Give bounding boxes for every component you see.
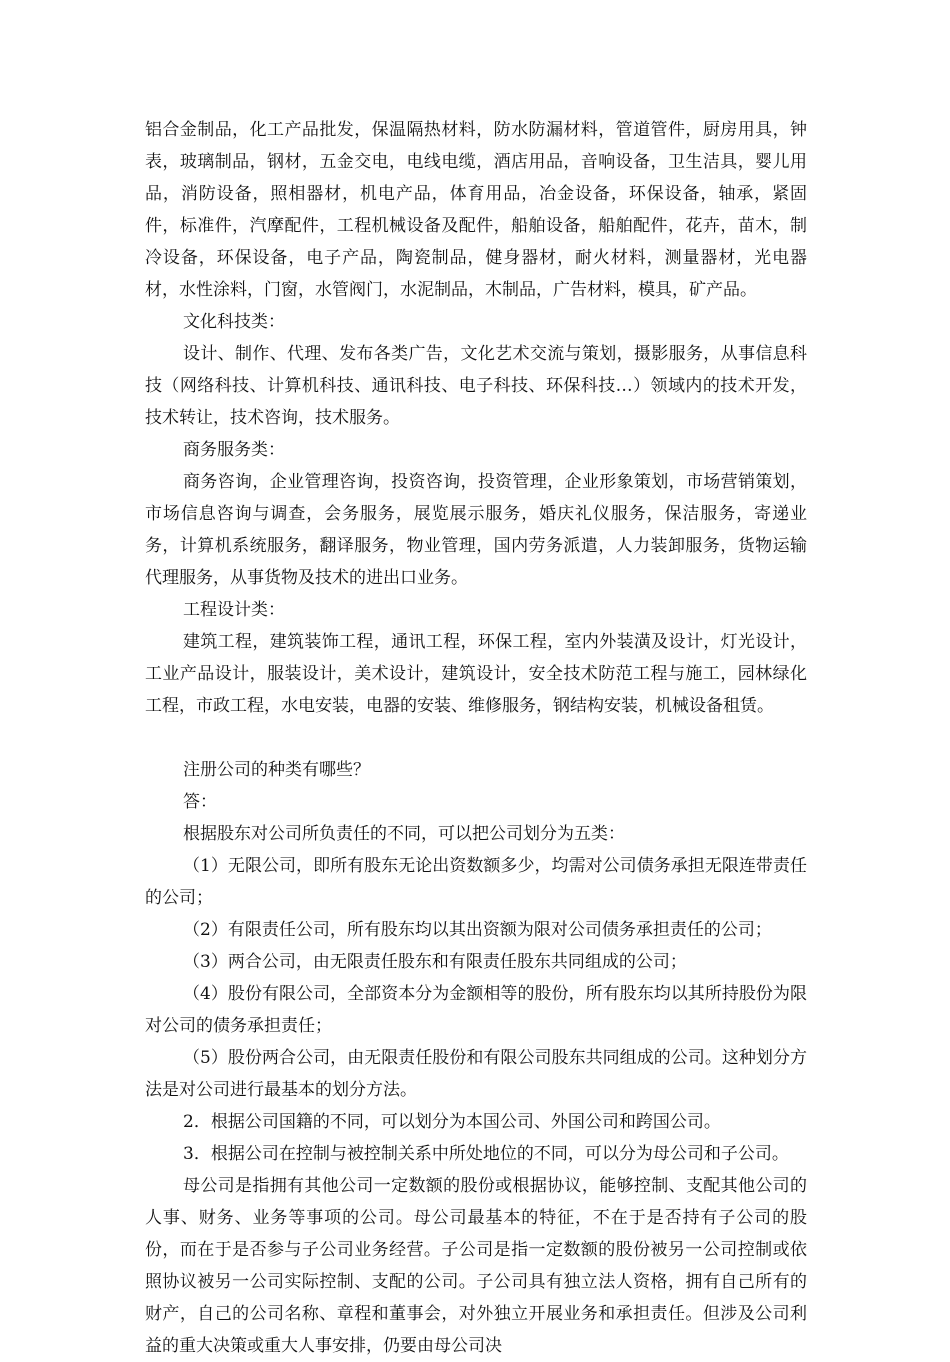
answer-label: 答：	[183, 792, 217, 812]
product-list-paragraph: 铝合金制品，化工产品批发，保温隔热材料，防水防漏材料，管道管件，厨房用具，钟表，玻璃制品，钢材，五金交电，电线电缆，酒店用品，音响设备，卫生洁具，婴儿用品，消防设备，照相器材，机电产品，体育用品，冶金设备，环保设备，轴承，紧固件，标准件，汽摩配件，工程机械设备及配件，船舶设备，船舶配件，花卉，苗木，制冷设备，环保设备，电子产品，陶瓷制品，健身器材，耐火材料，测量器材，光电器材，水性涂料，门窗，水管阀门，水泥制品，木制品，广告材料，模具，矿产品。	[145, 120, 807, 300]
blank-line	[145, 722, 807, 754]
classification-intro: 根据股东对公司所负责任的不同，可以把公司划分为五类：	[183, 824, 625, 844]
business-service-paragraph: 商务咨询，企业管理咨询，投资咨询，投资管理，企业形象策划，市场营销策划，市场信息咨询与调查，会务服务，展览展示服务，婚庆礼仪服务，保洁服务，寄递业务，计算机系统服务，翻译服务，物业管理，国内劳务派遣，人力装卸服务，货物运输代理服务，从事货物及技术的进出口业务。	[145, 472, 807, 588]
business-service-heading: 商务服务类：	[183, 440, 285, 460]
list-item-partnership-company: （3）两合公司，由无限责任股东和有限责任股东共同组成的公司；	[183, 952, 687, 972]
engineering-design-heading: 工程设计类：	[183, 600, 285, 620]
list-item-joint-stock-company: （4）股份有限公司，全部资本分为金额相等的股份，所有股东均以其所持股份为限对公司的债务承担责任；	[145, 984, 807, 1036]
culture-tech-paragraph: 设计、制作、代理、发布各类广告，文化艺术交流与策划，摄影服务，从事信息科技（网络科技、计算机科技、通讯科技、电子科技、环保科技…）领域内的技术开发，技术转让，技术咨询，技术服务。	[145, 344, 807, 428]
parent-subsidiary-paragraph: 母公司是指拥有其他公司一定数额的股份或根据协议，能够控制、支配其他公司的人事、财务、业务等事项的公司。母公司最基本的特征，不在于是否持有子公司的股份，而在于是否参与子公司业务经营。子公司是指一定数额的股份被另一公司控制或依照协议被另一公司实际控制、支配的公司。子公司具有独立法人资格，拥有自己所有的财产，自己的公司名称、章程和董事会，对外独立开展业务和承担责任。但涉及公司利益的重大决策或重大人事安排，仍要由母公司决	[145, 1176, 807, 1356]
engineering-design-paragraph: 建筑工程，建筑装饰工程，通讯工程，环保工程，室内外装潢及设计，灯光设计，工业产品设计，服装设计，美术设计，建筑设计，安全技术防范工程与施工，园林绿化工程，市政工程，水电安装，电器的安装、维修服务，钢结构安装，机械设备租赁。	[145, 632, 807, 716]
list-item-unlimited-company: （1）无限公司，即所有股东无论出资数额多少，均需对公司债务承担无限连带责任的公司；	[145, 856, 807, 908]
document-body	[145, 114, 807, 1362]
list-item-limited-liability-company: （2）有限责任公司，所有股东均以其出资额为限对公司债务承担责任的公司；	[183, 920, 772, 940]
question-heading: 注册公司的种类有哪些？	[183, 760, 370, 780]
point-control-relation: 3．根据公司在控制与被控制关系中所处地位的不同，可以分为母公司和子公司。	[183, 1144, 789, 1164]
list-item-joint-stock-partnership: （5）股份两合公司，由无限责任股份和有限公司股东共同组成的公司。这种划分方法是对公司进行最基本的划分方法。	[145, 1048, 807, 1100]
point-nationality: 2．根据公司国籍的不同，可以划分为本国公司、外国公司和跨国公司。	[183, 1112, 721, 1132]
culture-tech-heading: 文化科技类：	[183, 312, 285, 332]
